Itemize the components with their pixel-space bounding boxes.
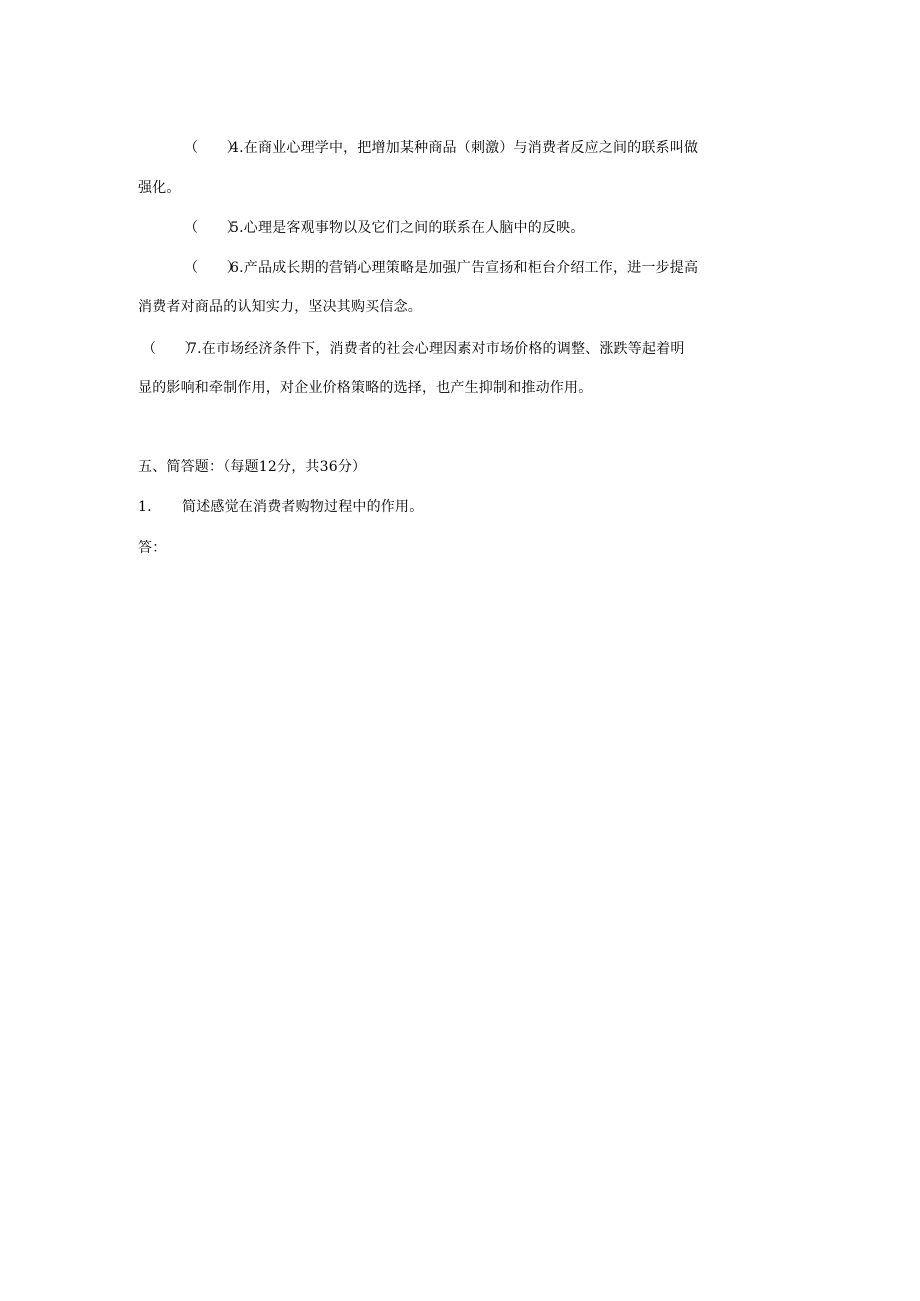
answer-label: 答： — [138, 540, 167, 556]
short-answer-question-1 — [138, 497, 423, 517]
question-5-line-1 — [184, 218, 585, 238]
question-text: 简述感觉在消费者购物过程中的作用。 — [182, 499, 424, 515]
question-7-text: 7.在市场经济条件下，消费者的社会心理因素对市场价格的调整、涨跌等起着明 — [188, 341, 685, 357]
question-6-line-2: 消费者对商品的认知实力，坚决其购买信念。 — [138, 299, 422, 315]
question-7-line-1 — [142, 339, 685, 359]
answer-blank: （ ） — [184, 140, 241, 156]
question-4-line-1 — [184, 138, 698, 158]
answer-blank: （ ） — [184, 260, 241, 276]
section-heading: 五、简答题：（每题12分，共36分） — [138, 459, 367, 475]
question-6-line-1 — [184, 258, 698, 278]
answer-blank: （ ） — [184, 220, 241, 236]
answer-blank: （ ） — [142, 341, 199, 357]
question-7-line-2: 显的影响和牵制作用，对企业价格策略的选择，也产生抑制和推动作用。 — [138, 380, 593, 396]
question-5-text: 5.心理是客观事物以及它们之间的联系在人脑中的反映。 — [230, 220, 585, 236]
question-number: 1. — [138, 499, 152, 515]
question-4-text: 4.在商业心理学中，把增加某种商品（刺激）与消费者反应之间的联系叫做 — [230, 140, 699, 156]
question-4-line-2: 强化。 — [138, 180, 181, 196]
question-6-text: 6.产品成长期的营销心理策略是加强广告宣扬和柜台介绍工作，进一步提高 — [230, 260, 699, 276]
